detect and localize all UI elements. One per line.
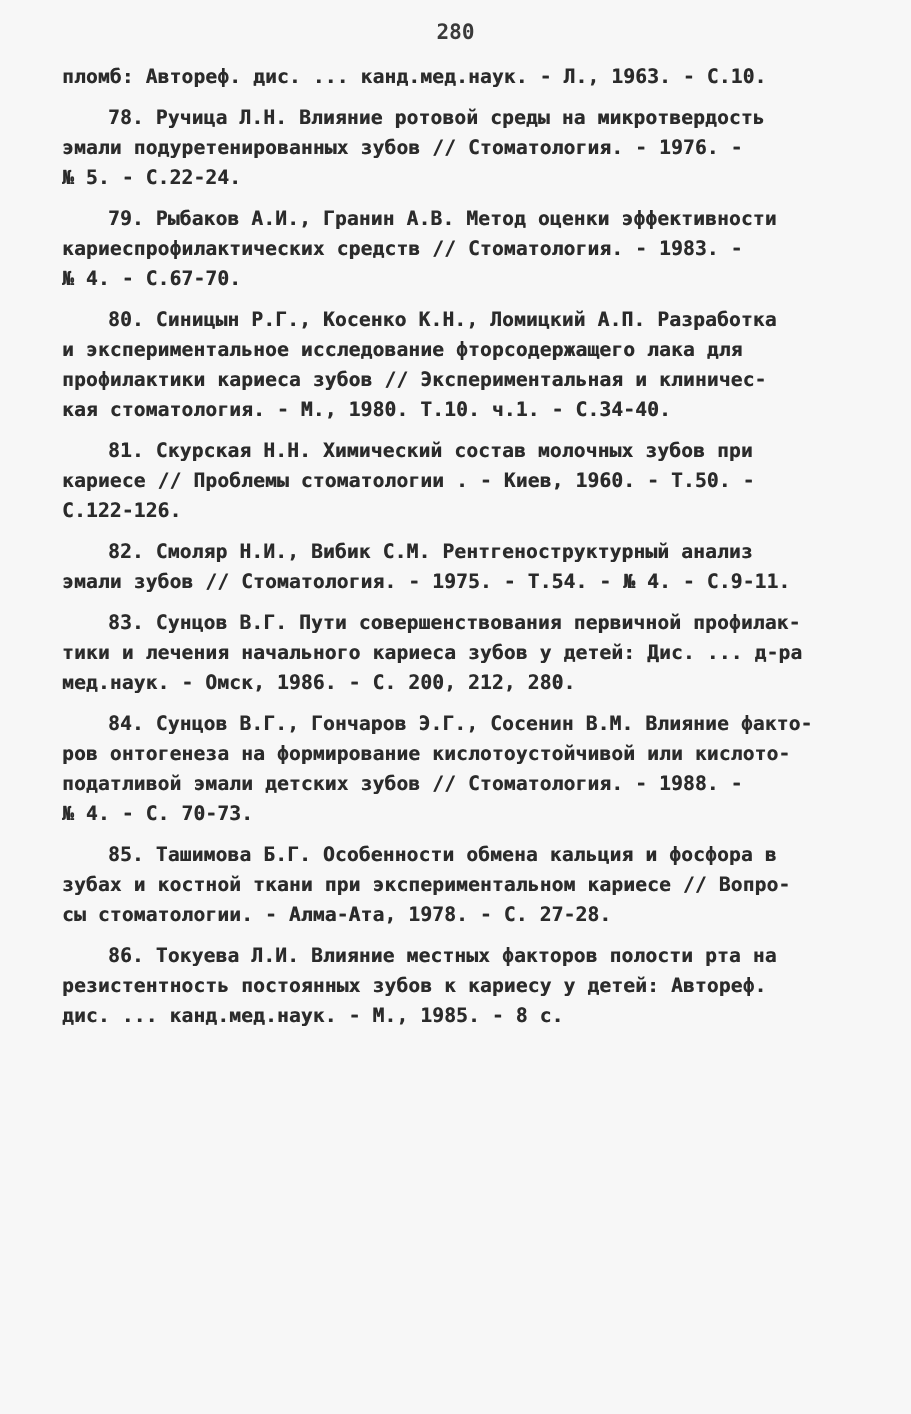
reference-line: 80. Синицын Р.Г., Косенко К.Н., Ломицкий А.П. Разработка <box>108 308 777 331</box>
reference-line: кая стоматология. - М., 1980. Т.10. ч.1. - С.34-40. <box>62 398 671 421</box>
reference-line: профилактики кариеса зубов // Экспериментальная и клиничес- <box>62 368 767 391</box>
reference-line: № 4. - С. 70-73. <box>62 802 254 825</box>
page-number: 280 <box>436 20 475 44</box>
reference-line: дис. ... канд.мед.наук. - М., 1985. - 8 с. <box>62 1004 564 1027</box>
reference-line: № 4. - С.67-70. <box>62 267 242 290</box>
reference-line: С.122-126. <box>62 499 182 522</box>
reference-line: эмали зубов // Стоматология. - 1975. - Т.54. - № 4. - С.9-11. <box>62 570 791 593</box>
reference-85 <box>62 840 852 930</box>
reference-line: сы стоматологии. - Алма-Ата, 1978. - С. 27-28. <box>62 903 612 926</box>
reference-line: 86. Токуева Л.И. Влияние местных факторов полости рта на <box>108 944 777 967</box>
reference-line: тики и лечения начального кариеса зубов у детей: Дис. ... д-ра <box>62 641 803 664</box>
reference-line: 78. Ручица Л.Н. Влияние ротовой среды на микротвердость <box>108 106 765 129</box>
reference-line: 82. Смоляр Н.И., Вибик С.М. Рентгеноструктурный анализ <box>108 540 753 563</box>
reference-line: мед.наук. - Омск, 1986. - С. 200, 212, 280. <box>62 671 576 694</box>
reference-78 <box>62 103 852 193</box>
bibliography-list <box>62 62 852 1031</box>
reference-84 <box>62 709 852 829</box>
reference-line: резистентность постоянных зубов к кариесу у детей: Автореф. <box>62 974 767 997</box>
reference-line: кариесе // Проблемы стоматологии . - Киев, 1960. - Т.50. - <box>62 469 755 492</box>
reference-80 <box>62 305 852 425</box>
reference-line: № 5. - С.22-24. <box>62 166 242 189</box>
continuation-line: пломб: Автореф. дис. ... канд.мед.наук. - Л., 1963. - С.10. <box>62 65 767 88</box>
reference-83 <box>62 608 852 698</box>
reference-line: податливой эмали детских зубов // Стоматология. - 1988. - <box>62 772 743 795</box>
reference-82 <box>62 537 852 597</box>
reference-line: кариеспрофилактических средств // Стоматология. - 1983. - <box>62 237 743 260</box>
reference-line: 84. Сунцов В.Г., Гончаров Э.Г., Сосенин В.М. Влияние факто- <box>108 712 813 735</box>
reference-line: и экспериментальное исследование фторсодержащего лака для <box>62 338 743 361</box>
reference-line: эмали подуретенированных зубов // Стоматология. - 1976. - <box>62 136 743 159</box>
reference-line: 79. Рыбаков А.И., Гранин А.В. Метод оценки эффективности <box>108 207 777 230</box>
reference-86 <box>62 941 852 1031</box>
reference-line: ров онтогенеза на формирование кислотоустойчивой или кислото- <box>62 742 791 765</box>
reference-line: 81. Скурская Н.Н. Химический состав молочных зубов при <box>108 439 753 462</box>
reference-79 <box>62 204 852 294</box>
reference-81 <box>62 436 852 526</box>
reference-line: зубах и костной ткани при экспериментальном кариесе // Вопро- <box>62 873 791 896</box>
reference-line: 85. Ташимова Б.Г. Особенности обмена кальция и фосфора в <box>108 843 777 866</box>
reference-line: 83. Сунцов В.Г. Пути совершенствования первичной профилак- <box>108 611 801 634</box>
